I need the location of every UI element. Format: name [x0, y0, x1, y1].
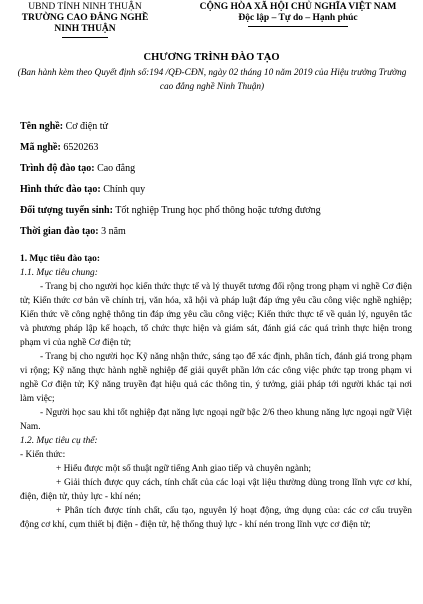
field-label: Thời gian đào tạo: [20, 226, 99, 237]
paragraph: + Phân tích được tính chất, cấu tạo, nguyên lý hoạt động, ứng dụng của: các cơ cấu truyền động cơ khí, cụm thiết bị điện - điện tử, hệ thống thuỷ lực - khí nén trong lĩnh vực cơ điện tử; [20, 506, 412, 530]
field-label: Tên nghề: [20, 121, 64, 132]
field-duration [20, 226, 410, 237]
field-value: Cao đẳng [94, 163, 136, 174]
field-label: Đối tượng tuyển sinh: [20, 205, 113, 216]
issuer-underline [62, 37, 108, 38]
paragraph: - Kiến thức: [20, 450, 66, 460]
national-header [182, 2, 414, 27]
paragraph: - Người học sau khi tốt nghiệp đạt năng lực ngoại ngữ bậc 2/6 theo khung năng lực ngoại ngữ Việt Nam. [20, 408, 412, 432]
document-subtitle: (Ban hành kèm theo Quyết định số:194 /QĐ-CĐN, ngày 02 tháng 10 năm 2019 của Hiệu trưởng Trường cao đẳng nghề Ninh Thuận) [17, 68, 407, 92]
field-training-form [20, 184, 410, 195]
field-value: Cơ điện tử [63, 121, 108, 132]
paragraph: + Hiểu được một số thuật ngữ tiếng Anh giao tiếp và chuyên ngành; [56, 464, 311, 474]
field-value: Chính quy [100, 184, 146, 195]
subsection-heading-general: 1.1. Mục tiêu chung: [20, 268, 98, 278]
document-body [20, 252, 412, 532]
issuer-line-2: TRƯỜNG CAO ĐẲNG NGHỀ [21, 13, 149, 23]
field-enrollment [20, 205, 410, 216]
field-value: Tốt nghiệp Trung học phổ thông hoặc tương đương [112, 205, 321, 216]
paragraph: - Trang bị cho người học kiến thức thực tế và lý thuyết tương đối rộng trong phạm vi nghề Cơ điện tử; Kiến thức cơ bản về chính trị, văn hóa, xã hội và pháp luật đáp ứng yêu cầu công việc nghề nghiệp; Kiến thức về công nghệ thông tin đáp ứng yêu cầu công việc; Kiến thức thực tế về quản lý, nguyên tắc và phương pháp lập kế hoạch, tổ chức thực hiện và giám sát, đánh giá các quá trình thực hiện trong phạm vi của nghề Cơ điện tử; [20, 282, 412, 348]
field-program-name [20, 121, 410, 132]
motto-underline [248, 26, 348, 27]
national-title: CỘNG HÒA XÃ HỘI CHỦ NGHĨA VIỆT NAM [199, 2, 397, 12]
issuer-header [10, 2, 160, 38]
field-label: Trình độ đào tạo: [20, 163, 95, 174]
field-program-code [20, 142, 410, 153]
field-label: Hình thức đào tạo: [20, 184, 101, 195]
field-label: Mã nghề: [20, 142, 61, 153]
field-value: 3 năm [98, 226, 126, 237]
issuer-line-1: UBND TỈNH NINH THUẬN [28, 2, 142, 12]
section-heading: 1. Mục tiêu đào tạo: [20, 254, 100, 264]
paragraph: + Giải thích được quy cách, tính chất của các loại vật liệu thường dùng trong lĩnh vực cơ khí, điện, điện tử, thủy lực - khí nén; [20, 478, 412, 502]
field-training-level [20, 163, 410, 174]
issuer-line-3: NINH THUẬN [54, 24, 116, 34]
field-value: 6520263 [60, 142, 99, 153]
national-motto: Độc lập – Tự do – Hạnh phúc [238, 13, 358, 23]
document-title: CHƯƠNG TRÌNH ĐÀO TẠO [143, 52, 280, 63]
paragraph: - Trang bị cho người học Kỹ năng nhận thức, sáng tạo để xác định, phân tích, đánh giá trong phạm vi rộng; Kỹ năng thực hành nghề nghiệp để giải quyết phần lớn các công việc phức tạp trong phạm vi nghề Cơ điện tử; Kỹ năng truyền đạt hiệu quả các thông tin, ý tưởng, giải pháp tới người khác tại nơi làm việc; [20, 352, 412, 404]
subsection-heading-specific: 1.2. Mục tiêu cụ thể: [20, 436, 98, 446]
